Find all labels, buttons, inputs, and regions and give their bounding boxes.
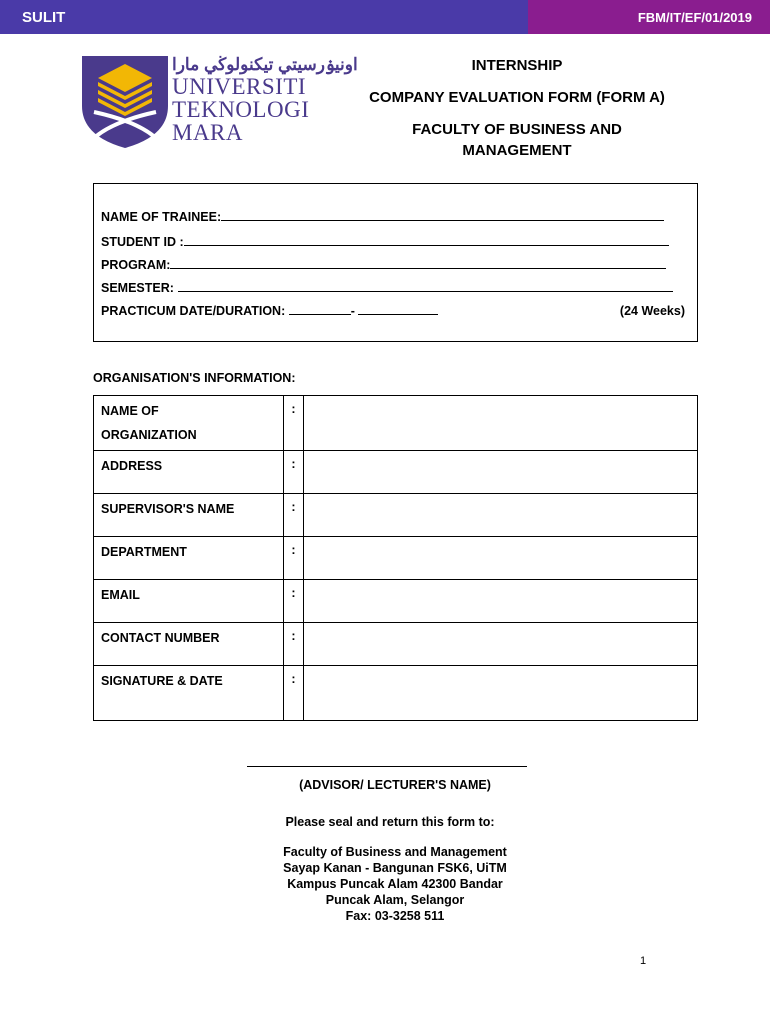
- row-colon: :: [284, 396, 304, 451]
- signature-date-input[interactable]: [304, 666, 698, 721]
- semester-line[interactable]: [178, 281, 673, 292]
- logo-wordmark: [172, 75, 309, 144]
- signature-line[interactable]: [247, 766, 527, 767]
- student-id-label: STUDENT ID :: [101, 235, 184, 249]
- row-colon: :: [284, 666, 304, 721]
- row-colon: :: [284, 451, 304, 494]
- logo-line-1: UNIVERSITI: [172, 74, 307, 99]
- practicum-start-line[interactable]: [289, 304, 351, 315]
- classification-label: SULIT: [0, 0, 528, 34]
- seal-instruction: Please seal and return this form to:: [285, 815, 495, 829]
- student-id-field[interactable]: [101, 235, 669, 249]
- title-faculty-line-1: FACULTY OF BUSINESS AND: [412, 121, 622, 138]
- title-form: COMPANY EVALUATION FORM (FORM A): [369, 89, 665, 106]
- row-colon: :: [284, 623, 304, 666]
- organization-name-input[interactable]: [304, 396, 698, 451]
- contact-number-input[interactable]: [304, 623, 698, 666]
- supervisor-name-input[interactable]: [304, 494, 698, 537]
- semester-label: SEMESTER:: [101, 281, 174, 295]
- table-row: [94, 580, 698, 623]
- title-faculty-line-2: MANAGEMENT: [462, 142, 572, 159]
- trainee-info-box: [93, 183, 698, 342]
- address-line: Puncak Alam, Selangor: [325, 893, 465, 907]
- address-line: Fax: 03-3258 511: [345, 909, 445, 923]
- row-colon: :: [284, 537, 304, 580]
- table-row: [94, 396, 698, 451]
- email-input[interactable]: [304, 580, 698, 623]
- address-line: Faculty of Business and Management: [283, 845, 507, 859]
- row-label: SIGNATURE & DATE: [94, 666, 284, 721]
- organisation-heading: ORGANISATION'S INFORMATION:: [93, 371, 296, 385]
- row-label-line-1: NAME OF: [101, 404, 159, 418]
- address-input[interactable]: [304, 451, 698, 494]
- row-label: [94, 396, 284, 451]
- practicum-field[interactable]: [101, 304, 438, 318]
- row-colon: :: [284, 494, 304, 537]
- row-label: EMAIL: [94, 580, 284, 623]
- table-row: [94, 537, 698, 580]
- advisor-name-caption: (ADVISOR/ LECTURER'S NAME): [299, 778, 491, 792]
- table-row: [94, 666, 698, 721]
- row-label-line-2: ORGANIZATION: [101, 428, 197, 442]
- header-bar: [0, 0, 770, 34]
- title-faculty: [322, 119, 712, 161]
- practicum-end-line[interactable]: [358, 304, 438, 315]
- semester-field[interactable]: [101, 281, 673, 295]
- duration-weeks: (24 Weeks): [619, 304, 685, 318]
- practicum-label: PRACTICUM DATE/DURATION:: [101, 304, 286, 318]
- row-label: ADDRESS: [94, 451, 284, 494]
- table-row: [94, 451, 698, 494]
- logo-line-2: TEKNOLOGI: [172, 97, 310, 122]
- address-line: Sayap Kanan - Bangunan FSK6, UiTM: [283, 861, 507, 875]
- name-of-trainee-line[interactable]: [221, 210, 664, 221]
- program-line[interactable]: [170, 258, 666, 269]
- row-label: CONTACT NUMBER: [94, 623, 284, 666]
- address-line: Kampus Puncak Alam 42300 Bandar: [287, 877, 503, 891]
- table-row: [94, 494, 698, 537]
- page-number: 1: [640, 955, 647, 967]
- organisation-table: [93, 395, 698, 721]
- department-input[interactable]: [304, 537, 698, 580]
- table-row: [94, 623, 698, 666]
- form-code: FBM/IT/EF/01/2019: [528, 0, 770, 34]
- name-of-trainee-label: NAME OF TRAINEE:: [101, 210, 222, 224]
- logo-jawi-text: اونيۏرسيتي تيكنولوڬي مارا: [172, 55, 358, 74]
- row-label: SUPERVISOR'S NAME: [94, 494, 284, 537]
- student-id-line[interactable]: [184, 235, 669, 246]
- program-label: PROGRAM:: [101, 258, 171, 272]
- logo-line-3: MARA: [172, 120, 244, 145]
- practicum-separator: -: [350, 304, 355, 318]
- row-colon: :: [284, 580, 304, 623]
- return-address: [230, 844, 560, 924]
- name-of-trainee-field[interactable]: [101, 210, 664, 224]
- program-field[interactable]: [101, 258, 666, 272]
- row-label: DEPARTMENT: [94, 537, 284, 580]
- title-internship: INTERNSHIP: [471, 57, 563, 74]
